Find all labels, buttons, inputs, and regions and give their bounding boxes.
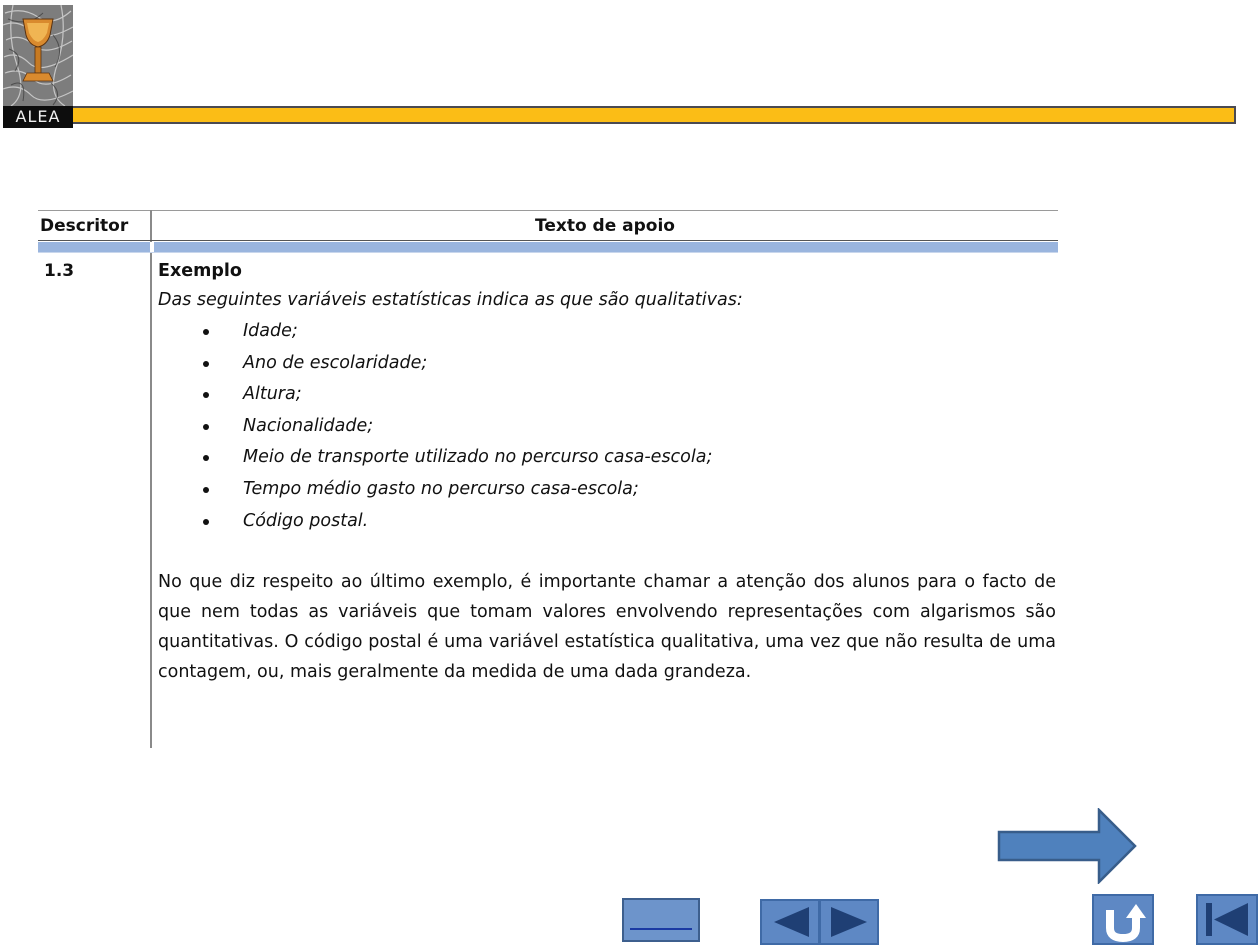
list-item: Ano de escolaridade;: [158, 348, 1056, 380]
list-item: Altura;: [158, 379, 1056, 411]
header-blue-band: [38, 242, 1058, 252]
header-bar: [73, 106, 1236, 124]
header-rule: [38, 240, 1058, 241]
prev-next-buttons: [760, 899, 880, 945]
logo-text: ALEA: [3, 106, 73, 128]
link-underline: [630, 928, 692, 930]
return-button[interactable]: [1092, 894, 1154, 945]
example-title: Exemplo: [158, 261, 242, 281]
list-item: Nacionalidade;: [158, 411, 1056, 443]
blue-band-gap: [150, 242, 154, 252]
alea-logo[interactable]: [3, 5, 73, 128]
column-separator: [150, 210, 152, 748]
variables-list: [158, 316, 1056, 537]
descritor-value: 1.3: [44, 261, 75, 281]
list-item: Meio de transporte utilizado no percurso casa-escola;: [158, 442, 1056, 474]
home-button[interactable]: [622, 898, 700, 942]
next-page-arrow-button[interactable]: [997, 808, 1139, 884]
u-turn-arrow-icon: [1094, 896, 1152, 943]
list-item: Código postal.: [158, 506, 1056, 538]
explanation-paragraph: No que diz respeito ao último exemplo, é importante chamar a atenção dos alunos para o facto de que nem todas as variáveis que tomam valores envolvendo representações com algarismos são quantitativas. O código postal é uma variável estatística qualitativa, uma vez que não resulta de uma contagem, ou, mais geralmente da medida de uma dada grandeza.: [158, 572, 1056, 682]
arrow-right-icon: [999, 810, 1135, 882]
header-texto-de-apoio: Texto de apoio: [534, 216, 675, 236]
list-item: Tempo médio gasto no percurso casa-escola;: [158, 474, 1056, 506]
texto-de-apoio-cell: [158, 257, 1056, 687]
skip-to-start-icon: [1198, 896, 1256, 943]
next-button[interactable]: [820, 900, 878, 944]
blue-band-line: [38, 252, 1058, 253]
table-top-rule: [38, 210, 1058, 211]
list-item: Idade;: [158, 316, 1056, 348]
chalice-logo-icon: [3, 5, 73, 106]
example-question: Das seguintes variáveis estatísticas indica as que são qualitativas:: [158, 290, 743, 310]
support-text-table: [38, 210, 1058, 748]
first-page-button[interactable]: [1196, 894, 1258, 945]
header-descritor: Descritor: [40, 216, 129, 236]
previous-button[interactable]: [761, 900, 819, 944]
